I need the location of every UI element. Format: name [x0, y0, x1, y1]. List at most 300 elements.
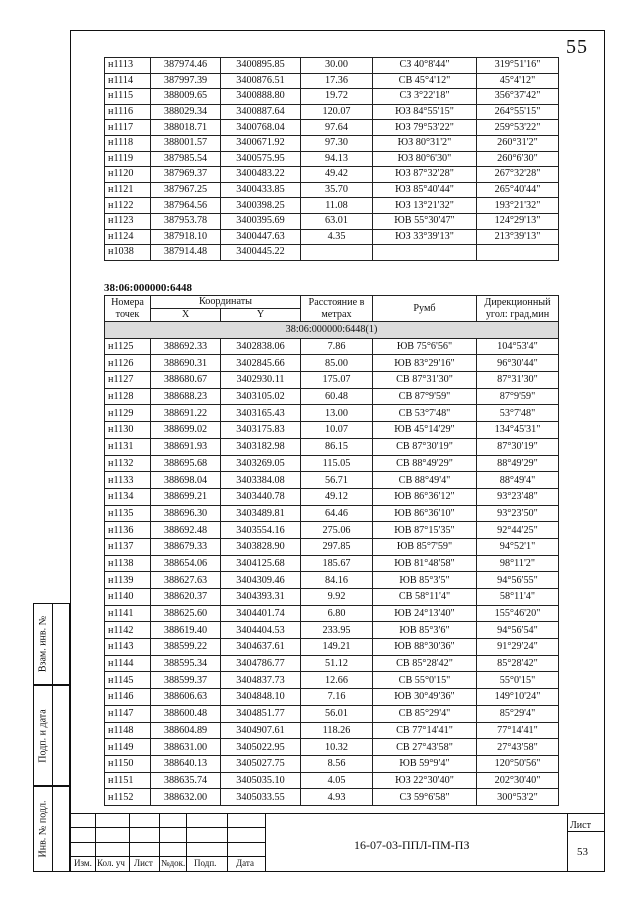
stamp-col-docnum: №док.: [161, 858, 186, 868]
cell-coord-y: 3403165.43: [221, 405, 301, 422]
cell-direction-angle: 94°56'55": [477, 572, 559, 589]
section-title: 38:06:000000:6448: [104, 282, 192, 294]
cell-coord-y: 3400671.92: [221, 135, 301, 151]
cell-point-number: н1120: [105, 167, 151, 183]
cell-distance: 19.72: [301, 89, 373, 105]
cell-direction-angle: 94°52'1": [477, 538, 559, 555]
cell-point-number: н1143: [105, 639, 151, 656]
cell-distance: 97.64: [301, 120, 373, 136]
cell-coord-x: 388654.06: [151, 555, 221, 572]
cell-point-number: н1124: [105, 229, 151, 245]
cell-point-number: н1137: [105, 538, 151, 555]
table-row: [105, 388, 559, 405]
cell-rumb: ЮЗ 22°30'40": [373, 772, 477, 789]
cell-rumb: ЮВ 30°49'36": [373, 689, 477, 706]
cell-distance: [301, 245, 373, 261]
cell-coord-y: 3404851.77: [221, 705, 301, 722]
cell-rumb: СВ 85°29'4": [373, 705, 477, 722]
cell-coord-y: 3404393.31: [221, 589, 301, 606]
cell-rumb: СЗ 59°6'58": [373, 789, 477, 806]
cell-direction-angle: 91°29'24": [477, 639, 559, 656]
cell-coord-x: 388599.22: [151, 639, 221, 656]
cell-distance: 7.16: [301, 689, 373, 706]
cell-distance: 118.26: [301, 722, 373, 739]
cell-coord-y: 3402930.11: [221, 372, 301, 389]
cell-coord-x: 388599.37: [151, 672, 221, 689]
table-row: [105, 522, 559, 539]
table-row: [105, 438, 559, 455]
group-row: [105, 322, 559, 339]
table-row: [105, 755, 559, 772]
header-x: X: [151, 309, 221, 322]
cell-distance: 8.56: [301, 755, 373, 772]
cell-coord-x: 388692.48: [151, 522, 221, 539]
cell-rumb: ЮВ 59°9'4": [373, 755, 477, 772]
cell-coord-y: 3403384.08: [221, 472, 301, 489]
cell-point-number: н1117: [105, 120, 151, 136]
cell-point-number: н1119: [105, 151, 151, 167]
cell-point-number: н1133: [105, 472, 151, 489]
cell-direction-angle: 155°46'20": [477, 605, 559, 622]
cell-distance: 297.85: [301, 538, 373, 555]
cell-coord-y: 3400447.63: [221, 229, 301, 245]
cell-direction-angle: 259°53'22": [477, 120, 559, 136]
cell-distance: 60.48: [301, 388, 373, 405]
table-row: [105, 789, 559, 806]
cell-distance: 4.93: [301, 789, 373, 806]
cell-coord-y: 3405035.10: [221, 772, 301, 789]
table-row: [105, 120, 559, 136]
cell-distance: 35.70: [301, 182, 373, 198]
cell-rumb: СВ 85°28'42": [373, 655, 477, 672]
cell-point-number: н1121: [105, 182, 151, 198]
cell-distance: 84.16: [301, 572, 373, 589]
coordinates-table-continued: [104, 57, 559, 261]
side-box-replacement-inv: [33, 603, 70, 685]
cell-coord-y: 3404125.68: [221, 555, 301, 572]
cell-point-number: н1149: [105, 739, 151, 756]
document-code: 16-07-03-ППЛ-ПМ-ПЗ: [354, 838, 470, 852]
table-row: [105, 672, 559, 689]
cell-point-number: н1140: [105, 589, 151, 606]
cell-coord-x: 387918.10: [151, 229, 221, 245]
cell-coord-y: 3400433.85: [221, 182, 301, 198]
cell-coord-x: 388604.89: [151, 722, 221, 739]
table-row: [105, 89, 559, 105]
cell-rumb: СВ 87°31'30": [373, 372, 477, 389]
table-row: [105, 605, 559, 622]
cell-direction-angle: 45°4'12": [477, 73, 559, 89]
cell-rumb: СВ 58°11'4": [373, 589, 477, 606]
table-row: [105, 104, 559, 120]
cell-distance: 56.01: [301, 705, 373, 722]
cell-coord-x: 387914.48: [151, 245, 221, 261]
cell-direction-angle: 120°50'56": [477, 755, 559, 772]
cell-coord-y: 3403175.83: [221, 422, 301, 439]
cell-coord-y: 3400895.85: [221, 58, 301, 74]
cell-coord-x: 388691.93: [151, 438, 221, 455]
cell-direction-angle: 77°14'41": [477, 722, 559, 739]
side-label-replacement-inv: Взам. инв. №: [37, 615, 49, 673]
table-row: [105, 151, 559, 167]
cell-distance: 185.67: [301, 555, 373, 572]
table-row: [105, 622, 559, 639]
cell-coord-x: 388640.13: [151, 755, 221, 772]
table-row: [105, 245, 559, 261]
cell-point-number: н1123: [105, 213, 151, 229]
cell-point-number: н1132: [105, 455, 151, 472]
cell-rumb: ЮЗ 87°32'28": [373, 167, 477, 183]
cell-direction-angle: 85°29'4": [477, 705, 559, 722]
title-block: [70, 813, 605, 872]
cell-point-number: н1135: [105, 505, 151, 522]
cell-distance: 97.30: [301, 135, 373, 151]
cell-rumb: СВ 88°49'29": [373, 455, 477, 472]
cell-coord-y: 3402838.06: [221, 338, 301, 355]
group-label: 38:06:000000:6448(1): [105, 322, 559, 339]
cell-rumb: СВ 45°4'12": [373, 73, 477, 89]
cell-distance: 6.80: [301, 605, 373, 622]
cell-direction-angle: 87°30'19": [477, 438, 559, 455]
cell-rumb: СВ 55°0'15": [373, 672, 477, 689]
cell-coord-x: 388696.30: [151, 505, 221, 522]
cell-distance: 120.07: [301, 104, 373, 120]
table-row: [105, 167, 559, 183]
cell-distance: 275.06: [301, 522, 373, 539]
cell-coord-y: 3404637.61: [221, 639, 301, 656]
cell-direction-angle: 264°55'15": [477, 104, 559, 120]
coordinates-table-6448: [104, 295, 559, 806]
cell-coord-x: 388001.57: [151, 135, 221, 151]
cell-direction-angle: 260°31'2": [477, 135, 559, 151]
table-row: [105, 505, 559, 522]
cell-point-number: н1126: [105, 355, 151, 372]
cell-coord-y: 3405027.75: [221, 755, 301, 772]
cell-rumb: ЮЗ 33°39'13": [373, 229, 477, 245]
table-row: [105, 73, 559, 89]
header-point-numbers: Номера точек: [105, 296, 151, 322]
header-rumb: Румб: [373, 296, 477, 322]
cell-coord-x: 388595.34: [151, 655, 221, 672]
cell-coord-y: 3404401.74: [221, 605, 301, 622]
table-row: [105, 488, 559, 505]
cell-coord-y: 3403554.16: [221, 522, 301, 539]
sheet-number: 53: [577, 846, 588, 858]
cell-distance: 94.13: [301, 151, 373, 167]
stamp-col-change: Изм.: [74, 858, 92, 868]
cell-rumb: ЮЗ 85°40'44": [373, 182, 477, 198]
cell-coord-x: 388632.00: [151, 789, 221, 806]
cell-distance: 63.01: [301, 213, 373, 229]
page-number: 55: [566, 36, 588, 58]
cell-coord-x: 388635.74: [151, 772, 221, 789]
table-row: [105, 338, 559, 355]
table-row: [105, 739, 559, 756]
cell-coord-y: 3400887.64: [221, 104, 301, 120]
cell-coord-y: 3404837.73: [221, 672, 301, 689]
cell-coord-x: 387985.54: [151, 151, 221, 167]
cell-rumb: ЮВ 86°36'12": [373, 488, 477, 505]
table-row: [105, 722, 559, 739]
cell-coord-y: 3405033.55: [221, 789, 301, 806]
cell-coord-y: 3400888.80: [221, 89, 301, 105]
cell-rumb: СВ 53°7'48": [373, 405, 477, 422]
cell-point-number: н1134: [105, 488, 151, 505]
cell-coord-y: 3404907.61: [221, 722, 301, 739]
cell-direction-angle: 202°30'40": [477, 772, 559, 789]
table-row: [105, 355, 559, 372]
cell-point-number: н1152: [105, 789, 151, 806]
cell-direction-angle: 93°23'48": [477, 488, 559, 505]
cell-point-number: н1131: [105, 438, 151, 455]
cell-coord-y: 3400483.22: [221, 167, 301, 183]
cell-coord-x: 388690.31: [151, 355, 221, 372]
cell-distance: 9.92: [301, 589, 373, 606]
table-row: [105, 705, 559, 722]
cell-direction-angle: 213°39'13": [477, 229, 559, 245]
cell-distance: 49.42: [301, 167, 373, 183]
cell-direction-angle: 98°11'2": [477, 555, 559, 572]
table-row: [105, 182, 559, 198]
cell-distance: 10.07: [301, 422, 373, 439]
cell-coord-x: 388627.63: [151, 572, 221, 589]
cell-rumb: ЮЗ 79°53'22": [373, 120, 477, 136]
cell-coord-y: 3405022.95: [221, 739, 301, 756]
cell-direction-angle: 319°51'16": [477, 58, 559, 74]
cell-rumb: ЮВ 88°30'36": [373, 639, 477, 656]
table-row: [105, 58, 559, 74]
cell-direction-angle: [477, 245, 559, 261]
side-label-original-inv: Инв. № подл.: [37, 800, 49, 858]
table-row: [105, 572, 559, 589]
side-label-signature-date: Подп. и дата: [37, 708, 49, 763]
cell-direction-angle: 85°28'42": [477, 655, 559, 672]
cell-coord-y: 3402845.66: [221, 355, 301, 372]
cell-direction-angle: 96°30'44": [477, 355, 559, 372]
table-row: [105, 772, 559, 789]
cell-rumb: ЮЗ 80°6'30": [373, 151, 477, 167]
cell-rumb: ЮВ 55°30'47": [373, 213, 477, 229]
table-row: [105, 455, 559, 472]
side-box-signature-date: [33, 685, 70, 786]
cell-point-number: н1151: [105, 772, 151, 789]
cell-rumb: [373, 245, 477, 261]
cell-coord-x: 388018.71: [151, 120, 221, 136]
cell-rumb: ЮВ 87°15'35": [373, 522, 477, 539]
cell-distance: 49.12: [301, 488, 373, 505]
cell-direction-angle: 92°44'25": [477, 522, 559, 539]
table-row: [105, 538, 559, 555]
cell-point-number: н1129: [105, 405, 151, 422]
cell-coord-x: 388698.04: [151, 472, 221, 489]
cell-coord-x: 388699.02: [151, 422, 221, 439]
cell-point-number: н1145: [105, 672, 151, 689]
cell-rumb: СВ 87°9'59": [373, 388, 477, 405]
cell-rumb: СЗ 40°8'44": [373, 58, 477, 74]
header-distance: Расстояние в метрах: [301, 296, 373, 322]
cell-coord-y: 3404309.46: [221, 572, 301, 589]
cell-distance: 13.00: [301, 405, 373, 422]
table-row: [105, 372, 559, 389]
cell-direction-angle: 87°9'59": [477, 388, 559, 405]
stamp-col-count: Кол. уч: [97, 858, 125, 868]
cell-coord-y: 3403182.98: [221, 438, 301, 455]
cell-coord-x: 388620.37: [151, 589, 221, 606]
stamp-col-date: Дата: [236, 858, 254, 868]
cell-direction-angle: 55°0'15": [477, 672, 559, 689]
cell-point-number: н1114: [105, 73, 151, 89]
table-row: [105, 639, 559, 656]
table-row: [105, 405, 559, 422]
cell-coord-y: 3400398.25: [221, 198, 301, 214]
cell-distance: 30.00: [301, 58, 373, 74]
cell-distance: 10.32: [301, 739, 373, 756]
cell-distance: 115.05: [301, 455, 373, 472]
cell-coord-x: 387997.39: [151, 73, 221, 89]
cell-coord-x: 388680.67: [151, 372, 221, 389]
cell-distance: 56.71: [301, 472, 373, 489]
cell-coord-x: 388619.40: [151, 622, 221, 639]
cell-direction-angle: 260°6'30": [477, 151, 559, 167]
table-row: [105, 135, 559, 151]
cell-coord-x: 388699.21: [151, 488, 221, 505]
header-y: Y: [221, 309, 301, 322]
cell-distance: 4.35: [301, 229, 373, 245]
cell-rumb: СЗ 3°22'18": [373, 89, 477, 105]
sheet-label: Лист: [570, 820, 591, 831]
cell-coord-x: 388606.63: [151, 689, 221, 706]
table-row: [105, 555, 559, 572]
cell-direction-angle: 87°31'30": [477, 372, 559, 389]
cell-point-number: н1128: [105, 388, 151, 405]
cell-point-number: н1113: [105, 58, 151, 74]
cell-distance: 7.86: [301, 338, 373, 355]
header-coordinates: Координаты: [151, 296, 301, 309]
cell-direction-angle: 265°40'44": [477, 182, 559, 198]
cell-coord-y: 3404786.77: [221, 655, 301, 672]
cell-distance: 64.46: [301, 505, 373, 522]
cell-point-number: н1147: [105, 705, 151, 722]
cell-direction-angle: 94°56'54": [477, 622, 559, 639]
cell-distance: 11.08: [301, 198, 373, 214]
cell-direction-angle: 193°21'32": [477, 198, 559, 214]
cell-rumb: ЮЗ 80°31'2": [373, 135, 477, 151]
cell-coord-x: 387967.25: [151, 182, 221, 198]
cell-point-number: н1148: [105, 722, 151, 739]
cell-rumb: ЮВ 85°7'59": [373, 538, 477, 555]
cell-point-number: н1136: [105, 522, 151, 539]
cell-rumb: ЮВ 81°48'58": [373, 555, 477, 572]
cell-point-number: н1125: [105, 338, 151, 355]
cell-coord-x: 388631.00: [151, 739, 221, 756]
cell-coord-y: 3404404.53: [221, 622, 301, 639]
table-row: [105, 198, 559, 214]
header-direction-angle: Дирекционный угол: град,мин: [477, 296, 559, 322]
cell-coord-x: 388691.22: [151, 405, 221, 422]
table-row: [105, 689, 559, 706]
cell-coord-x: 387964.56: [151, 198, 221, 214]
cell-point-number: н1139: [105, 572, 151, 589]
stamp-col-sheet: Лист: [134, 858, 153, 868]
cell-coord-x: 388009.65: [151, 89, 221, 105]
cell-direction-angle: 93°23'50": [477, 505, 559, 522]
cell-rumb: СВ 77°14'41": [373, 722, 477, 739]
cell-coord-y: 3403105.02: [221, 388, 301, 405]
table-row: [105, 589, 559, 606]
cell-direction-angle: 58°11'4": [477, 589, 559, 606]
cell-distance: 85.00: [301, 355, 373, 372]
cell-coord-y: 3400768.04: [221, 120, 301, 136]
cell-rumb: ЮВ 86°36'10": [373, 505, 477, 522]
cell-point-number: н1116: [105, 104, 151, 120]
cell-direction-angle: 300°53'2": [477, 789, 559, 806]
cell-distance: 149.21: [301, 639, 373, 656]
cell-distance: 175.07: [301, 372, 373, 389]
cell-direction-angle: 88°49'4": [477, 472, 559, 489]
cell-point-number: н1115: [105, 89, 151, 105]
cell-coord-x: 387969.37: [151, 167, 221, 183]
cell-coord-y: 3403828.90: [221, 538, 301, 555]
cell-rumb: ЮВ 24°13'40": [373, 605, 477, 622]
cell-distance: 4.05: [301, 772, 373, 789]
cell-point-number: н1130: [105, 422, 151, 439]
cell-rumb: СВ 27°43'58": [373, 739, 477, 756]
cell-distance: 51.12: [301, 655, 373, 672]
table-row: [105, 229, 559, 245]
side-box-original-inv: [33, 786, 70, 872]
cell-point-number: н1146: [105, 689, 151, 706]
cell-coord-x: 388679.33: [151, 538, 221, 555]
cell-coord-x: 388600.48: [151, 705, 221, 722]
cell-coord-y: 3400575.95: [221, 151, 301, 167]
cell-direction-angle: 134°45'31": [477, 422, 559, 439]
cell-direction-angle: 124°29'13": [477, 213, 559, 229]
cell-point-number: н1150: [105, 755, 151, 772]
cell-distance: 233.95: [301, 622, 373, 639]
cell-point-number: н1138: [105, 555, 151, 572]
cell-rumb: ЮЗ 84°55'15": [373, 104, 477, 120]
cell-rumb: ЮВ 85°3'6": [373, 622, 477, 639]
cell-coord-x: 388029.34: [151, 104, 221, 120]
cell-point-number: н1038: [105, 245, 151, 261]
cell-rumb: ЮВ 45°14'29": [373, 422, 477, 439]
cell-point-number: н1118: [105, 135, 151, 151]
table-row: [105, 655, 559, 672]
cell-direction-angle: 53°7'48": [477, 405, 559, 422]
cell-coord-y: 3400445.22: [221, 245, 301, 261]
cell-direction-angle: 267°32'28": [477, 167, 559, 183]
cell-point-number: н1142: [105, 622, 151, 639]
cell-point-number: н1122: [105, 198, 151, 214]
cell-direction-angle: 356°37'42": [477, 89, 559, 105]
cell-rumb: ЮВ 85°3'5": [373, 572, 477, 589]
cell-direction-angle: 88°49'29": [477, 455, 559, 472]
stamp-col-signature: Подп.: [194, 858, 217, 868]
cell-direction-angle: 104°53'4": [477, 338, 559, 355]
cell-coord-y: 3400395.69: [221, 213, 301, 229]
cell-rumb: ЮЗ 13°21'32": [373, 198, 477, 214]
cell-point-number: н1141: [105, 605, 151, 622]
cell-coord-y: 3400876.51: [221, 73, 301, 89]
cell-direction-angle: 27°43'58": [477, 739, 559, 756]
table-row: [105, 422, 559, 439]
cell-coord-x: 388625.60: [151, 605, 221, 622]
cell-coord-y: 3404848.10: [221, 689, 301, 706]
cell-distance: 17.36: [301, 73, 373, 89]
cell-coord-x: 388692.33: [151, 338, 221, 355]
table-row: [105, 213, 559, 229]
cell-coord-x: 388695.68: [151, 455, 221, 472]
